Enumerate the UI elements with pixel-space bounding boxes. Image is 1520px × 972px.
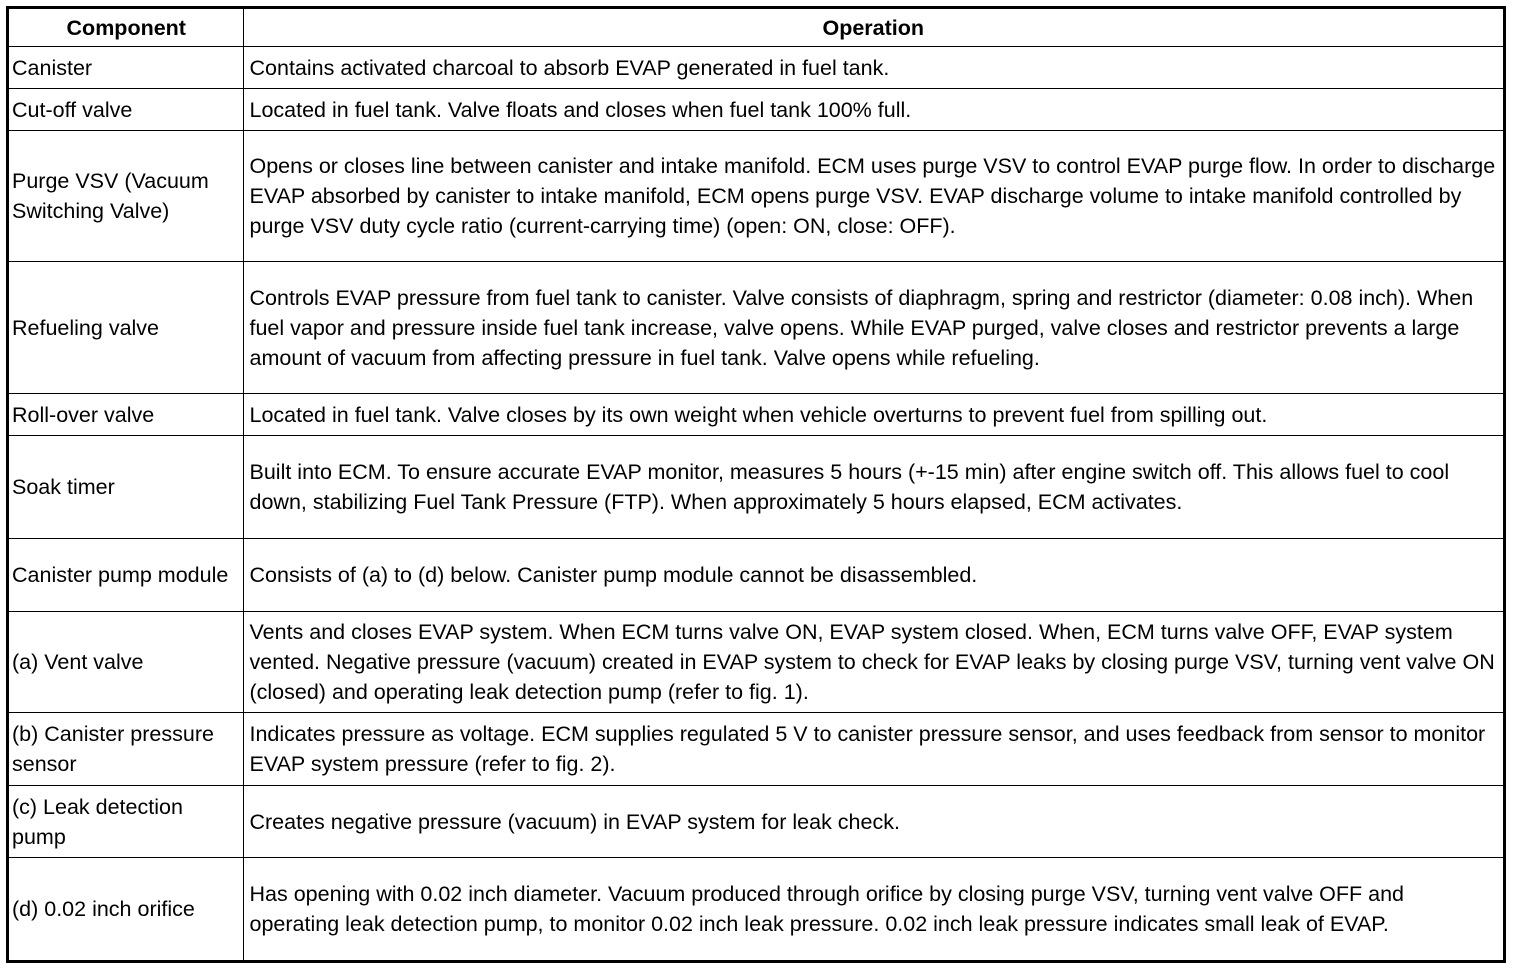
table-row [9,713,1503,786]
component-cell: (c) Leak detection pump [9,786,243,858]
operation-cell: Controls EVAP pressure from fuel tank to canister. Valve consists of diaphragm, spring and restrictor (diameter: 0.08 inch). When fuel vapor and pressure inside fuel tank increase, valve opens. While EVAP purged, valve closes and restrictor prevents a large amount of vacuum from affecting pressure in fuel tank. Valve opens while refueling. [243,262,1503,394]
operation-cell: Has opening with 0.02 inch diameter. Vacuum produced through orifice by closing purge VSV, turning vent valve OFF and operating leak detection pump, to monitor 0.02 inch leak pressure. 0.02 inch leak pressure indicates small leak of EVAP. [243,858,1503,961]
component-cell: Soak timer [9,436,243,539]
operation-column-header: Operation [243,9,1503,47]
table-header-row [9,9,1503,47]
operation-cell: Indicates pressure as voltage. ECM supplies regulated 5 V to canister pressure sensor, and uses feedback from sensor to monitor EVAP system pressure (refer to fig. 2). [243,713,1503,786]
component-cell: Canister pump module [9,539,243,612]
table-row [9,89,1503,131]
operation-cell: Opens or closes line between canister and intake manifold. ECM uses purge VSV to control EVAP purge flow. In order to discharge EVAP absorbed by canister to intake manifold, ECM opens purge VSV. EVAP discharge volume to intake manifold controlled by purge VSV duty cycle ratio (current-carrying time) (open: ON, close: OFF). [243,131,1503,262]
evap-component-table-frame [6,6,1506,963]
table-row [9,394,1503,436]
operation-cell: Built into ECM. To ensure accurate EVAP monitor, measures 5 hours (+-15 min) after engine switch off. This allows fuel to cool down, stabilizing Fuel Tank Pressure (FTP). When approximately 5 hours elapsed, ECM activates. [243,436,1503,539]
component-cell: (d) 0.02 inch orifice [9,858,243,961]
table-row [9,436,1503,539]
evap-component-table [9,9,1503,961]
table-row [9,131,1503,262]
component-column-header: Component [9,9,243,47]
component-cell: Canister [9,47,243,89]
table-row [9,612,1503,713]
operation-cell: Creates negative pressure (vacuum) in EVAP system for leak check. [243,786,1503,858]
component-cell: Purge VSV (Vacuum Switching Valve) [9,131,243,262]
table-row [9,539,1503,612]
component-cell: Refueling valve [9,262,243,394]
operation-cell: Consists of (a) to (d) below. Canister pump module cannot be disassembled. [243,539,1503,612]
component-cell: Cut-off valve [9,89,243,131]
table-row [9,262,1503,394]
operation-cell: Located in fuel tank. Valve floats and closes when fuel tank 100% full. [243,89,1503,131]
operation-cell: Located in fuel tank. Valve closes by its own weight when vehicle overturns to prevent fuel from spilling out. [243,394,1503,436]
table-row [9,47,1503,89]
component-cell: (a) Vent valve [9,612,243,713]
component-cell: Roll-over valve [9,394,243,436]
operation-cell: Contains activated charcoal to absorb EVAP generated in fuel tank. [243,47,1503,89]
table-row [9,858,1503,961]
component-cell: (b) Canister pressure sensor [9,713,243,786]
operation-cell: Vents and closes EVAP system. When ECM turns valve ON, EVAP system closed. When, ECM turns valve OFF, EVAP system vented. Negative pressure (vacuum) created in EVAP system to check for EVAP leaks by closing purge VSV, turning vent valve ON (closed) and operating leak detection pump (refer to fig. 1). [243,612,1503,713]
table-row [9,786,1503,858]
